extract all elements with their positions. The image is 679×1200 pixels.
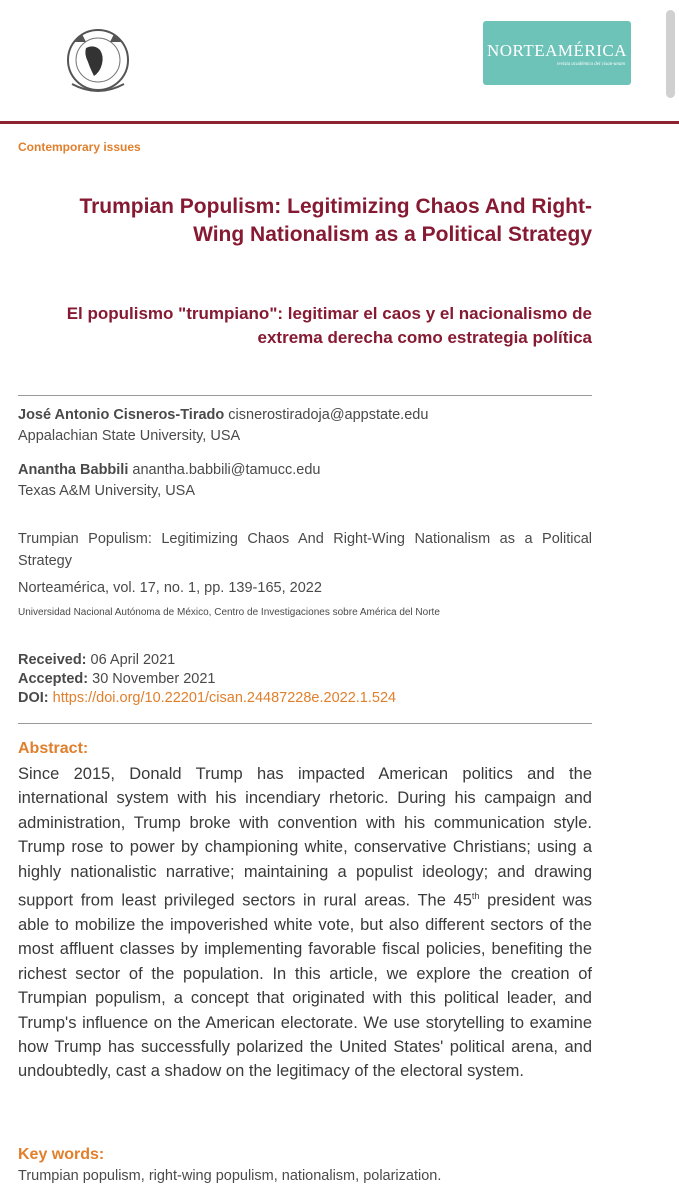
abstract-text-part: Since 2015, Donald Trump has impacted American politics and the international system with his incendiary rhetoric. During his campaign and administration, Trump broke with convention with his communication style. Trump rose to power by championing white, conservative Christians; using a highly nationalistic narrative; maintaining a populist ideology; and drawing support from least privileged sectors in rural areas. The 45 xyxy=(18,765,592,910)
received-date: 06 April 2021 xyxy=(90,652,176,668)
abstract-text xyxy=(18,762,592,1084)
author-affiliation: Texas A&M University, USA xyxy=(18,483,196,499)
citation-title: Trumpian Populism: Legitimizing Chaos And Right-Wing Nationalism as a Political Strategy xyxy=(18,531,592,569)
article-dates xyxy=(18,651,396,708)
abstract-heading: Abstract: xyxy=(18,740,89,757)
author-name: José Antonio Cisneros-Tirado xyxy=(18,407,225,423)
article-title: Trumpian Populism: Legitimizing Chaos And Right-Wing Nationalism as a Political Strategy xyxy=(79,195,592,246)
scrollbar-thumb[interactable] xyxy=(666,10,675,98)
author-block xyxy=(18,460,320,502)
divider xyxy=(18,723,592,724)
author-affiliation: Appalachian State University, USA xyxy=(18,428,241,444)
journal-tagline: revista académica del cisan-unam xyxy=(556,62,625,67)
journal-logo[interactable] xyxy=(483,21,631,85)
citation-journal: Norteamérica, vol. 17, no. 1, pp. 139-165, 2022 xyxy=(18,580,322,596)
article-subtitle: El populismo "trumpiano": legitimar el caos y el nacionalismo de extrema derecha como estrategia política xyxy=(66,304,592,347)
ordinal-suffix: th xyxy=(471,891,480,902)
header-divider xyxy=(0,121,679,124)
doi-link[interactable]: https://doi.org/10.22201/cisan.24487228e.2022.1.524 xyxy=(52,690,397,706)
author-name: Anantha Babbili xyxy=(18,462,129,478)
accepted-date: 30 November 2021 xyxy=(92,671,216,687)
section-label: Contemporary issues xyxy=(18,140,141,154)
page-header xyxy=(0,0,679,120)
author-email[interactable]: cisnerostiradoja@appstate.edu xyxy=(228,407,429,423)
accepted-label: Accepted: xyxy=(18,671,89,687)
doi-label: DOI: xyxy=(18,690,49,706)
journal-name: NORTEAMÉRICA xyxy=(486,41,628,60)
keywords-text: Trumpian populism, right-wing populism, nationalism, polarization. xyxy=(18,1168,442,1184)
keywords-heading: Key words: xyxy=(18,1146,105,1163)
unam-seal-icon xyxy=(64,24,132,96)
abstract-text-part: president was able to mobilize the impoverished white vote, but also different sectors of the most affluent classes by implementing favorable fiscal policies, benefiting the richest sector of the population. In this article, we explore the creation of Trumpian populism, a concept that originated with this political leader, and Trump's influence on the American electorate. We use storytelling to examine how Trump has successfully polarized the United States' political arena, and undoubtedly, cast a shadow on the legitimacy of the electoral system. xyxy=(18,891,592,1081)
citation-publisher: Universidad Nacional Autónoma de México, Centro de Investigaciones sobre América del Norte xyxy=(18,607,440,618)
received-label: Received: xyxy=(18,652,87,668)
author-email[interactable]: anantha.babbili@tamucc.edu xyxy=(132,462,321,478)
divider xyxy=(18,395,592,396)
author-block xyxy=(18,405,428,447)
